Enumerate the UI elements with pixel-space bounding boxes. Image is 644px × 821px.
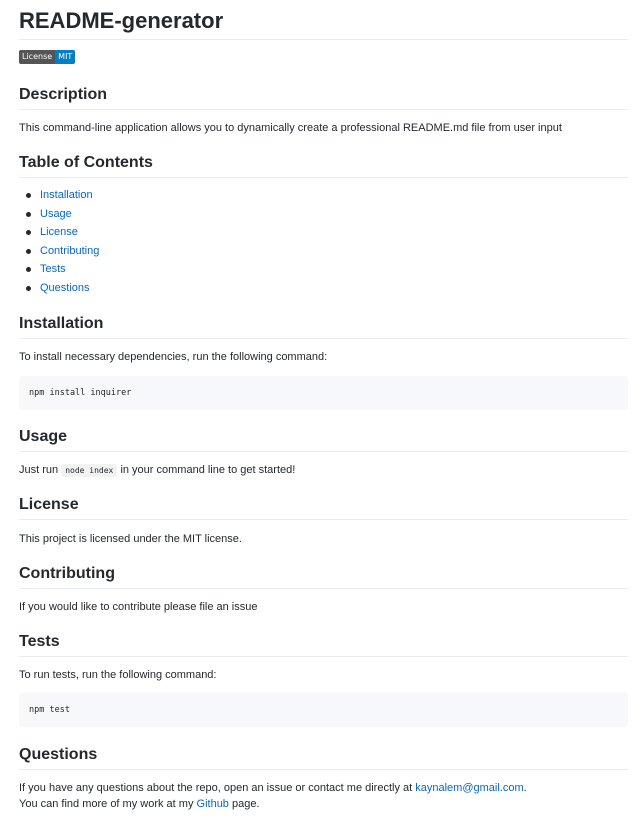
- questions-heading: Questions: [19, 745, 628, 770]
- toc-link-tests[interactable]: Tests: [40, 263, 66, 276]
- usage-inline-code: node index: [61, 464, 117, 477]
- toc-list: [19, 186, 99, 298]
- toc-item: [19, 186, 99, 205]
- toc-item: [19, 279, 99, 298]
- toc-item: [19, 260, 99, 279]
- usage-text-before: Just run: [19, 464, 59, 476]
- questions-line-2: [19, 796, 260, 812]
- email-link[interactable]: kaynalem@gmail.com: [415, 782, 524, 794]
- questions-line-2-text: You can find more of my work at my: [19, 798, 194, 810]
- contributing-heading: Contributing: [19, 564, 628, 589]
- license-heading: License: [19, 495, 628, 520]
- usage-text-after: in your command line to get started!: [120, 464, 296, 476]
- github-link[interactable]: Github: [196, 798, 229, 810]
- toc-link-contributing[interactable]: Contributing: [40, 244, 100, 257]
- tests-heading: Tests: [19, 632, 628, 657]
- toc-link-usage[interactable]: Usage: [40, 207, 72, 220]
- license-badge-value: MIT: [55, 50, 75, 64]
- contributing-text: If you would like to contribute please file an issue: [19, 601, 258, 613]
- installation-text: To install necessary dependencies, run the following command:: [19, 351, 328, 363]
- toc-link-installation[interactable]: Installation: [40, 189, 93, 201]
- usage-heading: Usage: [19, 427, 628, 452]
- description-text: This command-line application allows you to dynamically create a professional README.md file from user input: [19, 122, 562, 134]
- license-badge[interactable]: [19, 50, 75, 64]
- questions-line-1-end: .: [523, 782, 527, 794]
- readme-document: [19, 0, 628, 810]
- toc-item: [19, 242, 99, 261]
- toc-link-questions[interactable]: Questions: [40, 281, 90, 294]
- toc-item: [19, 223, 99, 242]
- page-title: README-generator: [19, 0, 628, 40]
- license-badge-label: License: [19, 50, 55, 64]
- installation-heading: Installation: [19, 314, 628, 339]
- usage-text: [19, 462, 295, 479]
- toc-item: [19, 205, 99, 224]
- license-text: This project is licensed under the MIT license.: [19, 533, 242, 545]
- questions-line-1: [19, 780, 527, 796]
- tests-text: To run tests, run the following command:: [19, 669, 217, 681]
- tests-code-block: npm test: [19, 693, 628, 727]
- toc-heading: Table of Contents: [19, 153, 628, 178]
- questions-line-1-text: If you have any questions about the repo, open an issue or contact me directly at: [19, 782, 413, 794]
- questions-line-2-end: page.: [232, 798, 260, 810]
- installation-code-block: npm install inquirer: [19, 376, 628, 410]
- description-heading: Description: [19, 85, 628, 110]
- toc-link-license[interactable]: License: [40, 226, 78, 239]
